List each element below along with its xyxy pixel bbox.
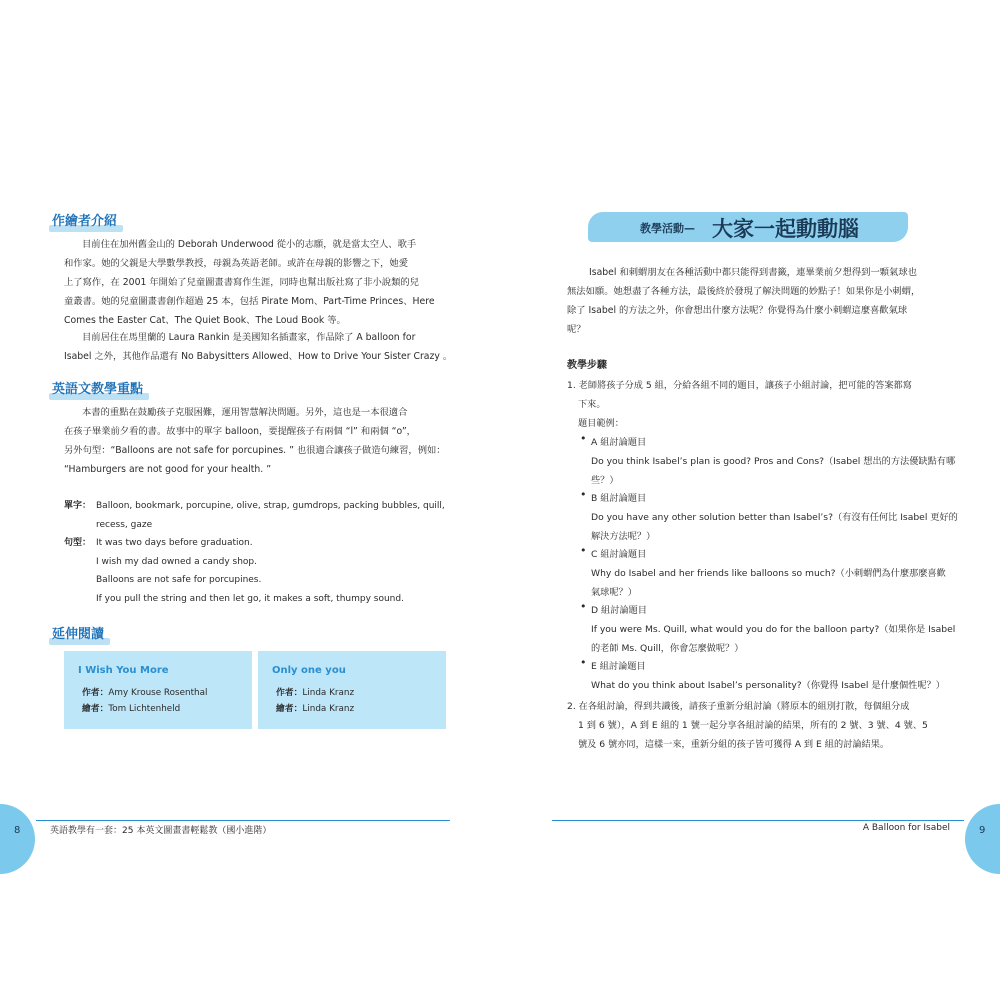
activity-title: 大家一起動動腦 [712,217,859,241]
author-paragraph-2 [64,328,453,366]
sentence-row [64,534,454,608]
page-number: 8 [14,825,21,836]
step-1-line: 1. 老師將孩子分成 5 組，分給各組不同的題目，讓孩子小組討論，把可能的答案都寫 [567,380,912,391]
step-2-line: 號及 6 號亦同，這樣一來，重新分組的孩子皆可獲得 A 到 E 組的討論結果。 [578,739,890,750]
group-name: A 組討論題目 [591,437,647,448]
sentence-line: Balloons are not safe for porcupines. [96,575,262,585]
text-line: 童叢書。她的兒童圖畫書創作超過 25 本，包括 Pirate Mom、Part-Time Princes、Here [64,296,435,307]
bullet-icon: • [580,656,587,669]
text-line: Isabel 之外，其他作品還有 No Babysitters Allowed、How to Drive Your Sister Crazy 。 [64,351,453,362]
step-1-line: 下來。 [578,399,606,410]
text-line: 和作家。她的父親是大學數學教授，母親為英語老師。或許在母親的影響之下，她愛 [64,258,408,269]
book-card [64,651,252,729]
vocabulary-block [64,497,454,608]
group-question: If you were Ms. Quill, what would you do for the balloon party?（如果你是 Isabel [591,624,956,635]
book-illustrator: 繪者：Tom Lichtenheld [82,704,181,714]
group-question: 些？） [591,475,619,486]
group-name: D 組討論題目 [591,605,647,616]
activity-label: 教學活動— [640,222,695,235]
book-title: Only one you [272,665,346,676]
text-line: Comes the Easter Cat、The Quiet Book、The Loud Book 等。 [64,315,346,326]
bullet-icon: • [580,488,587,501]
bullet-icon: • [580,544,587,557]
book-card [258,651,446,729]
sentence-line: It was two days before graduation. [96,538,253,548]
group-name: E 組討論題目 [591,661,646,672]
examples-label: 題目範例： [578,418,624,429]
text-line: 無法如願。她想盡了各種方法，最後終於發現了解決問題的妙點子！如果你是小刺蝟， [567,286,921,297]
teaching-heading: 英語文教學重點 [52,378,143,397]
sentence-label: 句型： [64,538,92,548]
steps-title: 教學步驟 [567,360,607,371]
text-line: 在孩子畢業前夕看的書。故事中的單字 balloon，要提醒孩子有兩個 “l” 和兩個 “o”， [64,426,416,437]
text-line: Isabel 和刺蝟朋友在各種活動中都只能得到書籤，連畢業前夕想得到一顆氣球也 [589,267,917,278]
text-line: 呢？ [567,324,586,335]
group-question: Do you have any other solution better than Isabel’s?（有沒有任何比 Isabel 更好的 [591,512,958,523]
step-2-line: 2. 在各組討論，得到共識後，請孩子重新分組討論（將原本的組別打散，每個組分成 [567,701,910,712]
vocab-row [64,497,454,534]
book-title: I Wish You More [78,665,169,676]
vocab-label: 單字： [64,501,92,511]
group-name: C 組討論題目 [591,549,647,560]
teaching-paragraph [64,403,448,479]
activity-intro [567,263,952,339]
sentence-line: I wish my dad owned a candy shop. [96,556,257,567]
reading-heading: 延伸閱讀 [52,623,104,642]
right-page [500,0,1000,1000]
vocab-line: recess, gaze [96,519,153,530]
book-author: 作者：Amy Krouse Rosenthal [82,688,208,698]
group-question: What do you think about Isabel’s personality?（你覺得 Isabel 是什麼個性呢？） [591,680,945,691]
text-line: 本書的重點在鼓勵孩子克服困難，運用智慧解決問題。另外，這也是一本很適合 [82,407,408,418]
text-line: 目前住在加州舊金山的 Deborah Underwood 從小的志願，就是當太空人、歌手 [82,239,417,250]
page-number-circle [0,804,35,874]
group-question: Why do Isabel and her friends like balloons so much?（小刺蝟們為什麼那麼喜歡 [591,568,946,579]
author-paragraph-1 [64,235,448,330]
book-illustrator: 繪者：Linda Kranz [276,704,355,714]
group-question: 解決方法呢？） [591,531,656,542]
bullet-icon: • [580,432,587,445]
vocab-line: Balloon, bookmark, porcupine, olive, strap, gumdrops, packing bubbles, quill, [96,501,445,511]
author-heading: 作繪者介紹 [52,210,117,229]
footer-line [552,820,964,821]
footer-line [36,820,450,821]
activity-banner [588,212,908,242]
text-line: 上了寫作，在 2001 年開始了兒童圖畫書寫作生涯，同時也幫出版社寫了非小說類的兒 [64,277,419,288]
page-number: 9 [979,825,986,836]
step-2-line: 1 到 6 號），A 到 E 組的 1 號一起分享各組討論的結果，所有的 2 號、3 號、4 號、5 [578,720,928,731]
sentence-line: If you pull the string and then let go, it makes a soft, thumpy sound. [96,593,404,604]
text-line: 另外句型：“Balloons are not safe for porcupines. ” 也很適合讓孩子做造句練習，例如： [64,445,446,456]
group-question: 的老師 Ms. Quill，你會怎麼做呢？） [591,643,744,654]
text-line: 除了 Isabel 的方法之外，你會想出什麼方法呢？你覺得為什麼小刺蝟這麼喜歡氣球 [567,305,908,316]
group-question: Do you think Isabel’s plan is good? Pros and Cons?（Isabel 想出的方法優缺點有哪 [591,456,956,467]
bullet-icon: • [580,600,587,613]
group-question: 氣球呢？） [591,587,637,598]
group-name: B 組討論題目 [591,493,647,504]
text-line: “Hamburgers are not good for your health. ” [64,464,272,475]
text-line: 目前居住在馬里蘭的 Laura Rankin 是美國知名插畫家，作品除了 A balloon for [82,332,416,343]
footer-text: 英語教學有一套：25 本英文圖畫書輕鬆教（國小進階） [50,826,272,836]
footer-text: A Balloon for Isabel [862,823,950,833]
book-author: 作者：Linda Kranz [276,688,355,698]
